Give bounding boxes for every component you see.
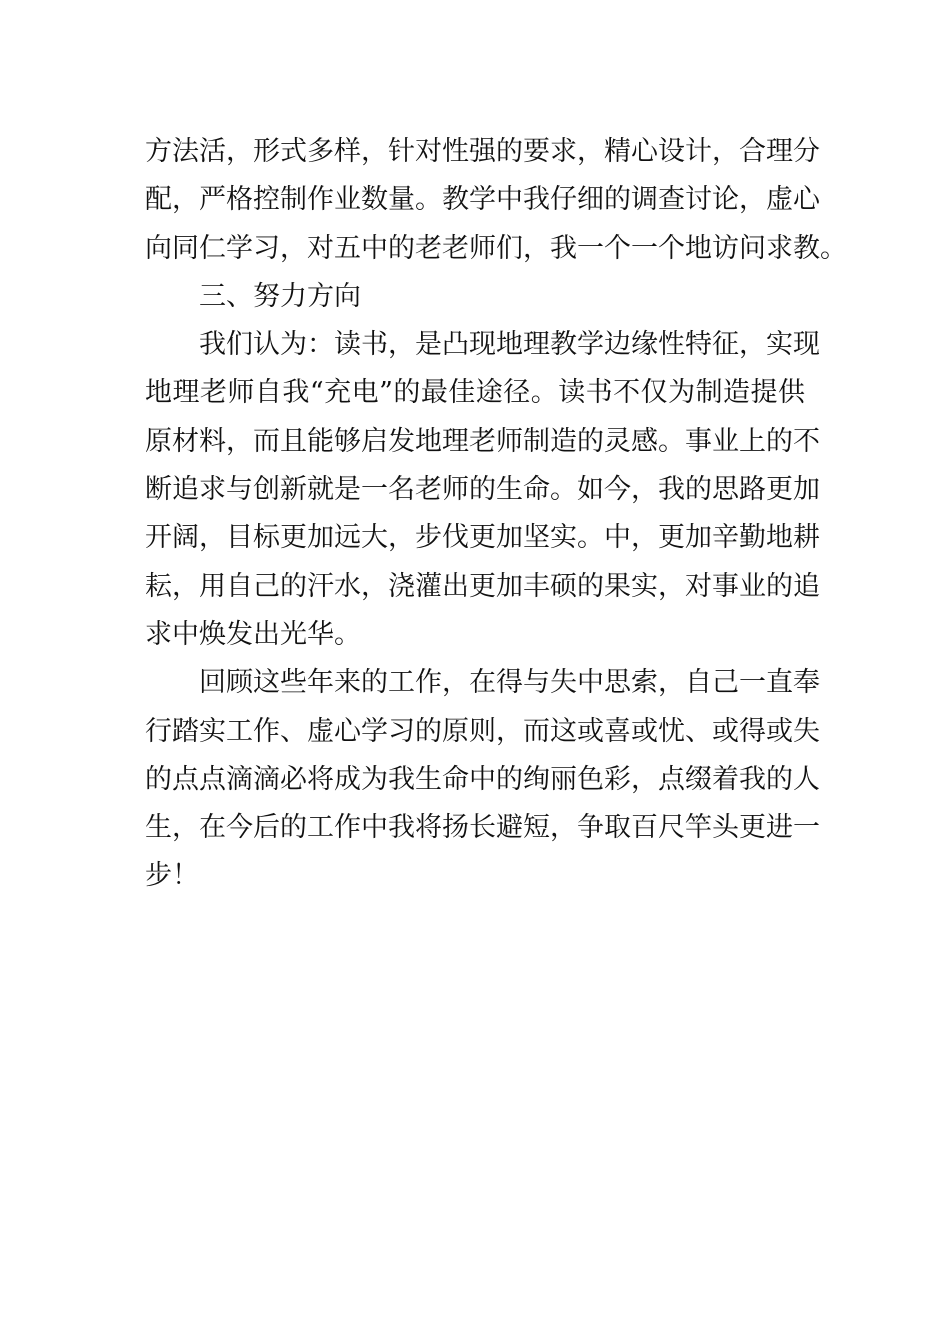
text-line: 行踏实工作、虚心学习的原则，而这或喜或忧、或得或失 (145, 715, 820, 747)
text-line: 生，在今后的工作中我将扬长避短，争取百尺竿头更进一 (145, 812, 820, 844)
document-body (145, 128, 847, 901)
text-line: 步！ (145, 860, 199, 892)
text-line: 求中焕发出光华。 (145, 618, 361, 650)
text-line: 向同仁学习，对五中的老老师们，我一个一个地访问求教。 (145, 232, 847, 264)
text-line: 的点点滴滴必将成为我生命中的绚丽色彩，点缀着我的人 (145, 763, 820, 795)
text-line: 开阔，目标更加远大，步伐更加坚实。中，更加辛勤地耕 (145, 522, 820, 554)
text-line: 回顾这些年来的工作，在得与失中思索，自己一直奉 (199, 667, 820, 699)
text-line: 配，严格控制作业数量。教学中我仔细的调查讨论，虚心 (145, 184, 820, 216)
text-line: 我们认为：读书，是凸现地理教学边缘性特征，实现 (199, 329, 820, 361)
text-line: 断追求与创新就是一名老师的生命。如今，我的思路更加 (145, 474, 820, 506)
text-line: 耘，用自己的汗水，浇灌出更加丰硕的果实，对事业的追 (145, 570, 820, 602)
text-line: 方法活，形式多样，针对性强的要求，精心设计，合理分 (145, 136, 820, 167)
text-line: 地理老师自我“充电”的最佳途径。读书不仅为制造提供 (145, 377, 805, 409)
text-line: 原材料，而且能够启发地理老师制造的灵感。事业上的不 (145, 425, 820, 457)
section-heading: 三、努力方向 (199, 280, 361, 312)
